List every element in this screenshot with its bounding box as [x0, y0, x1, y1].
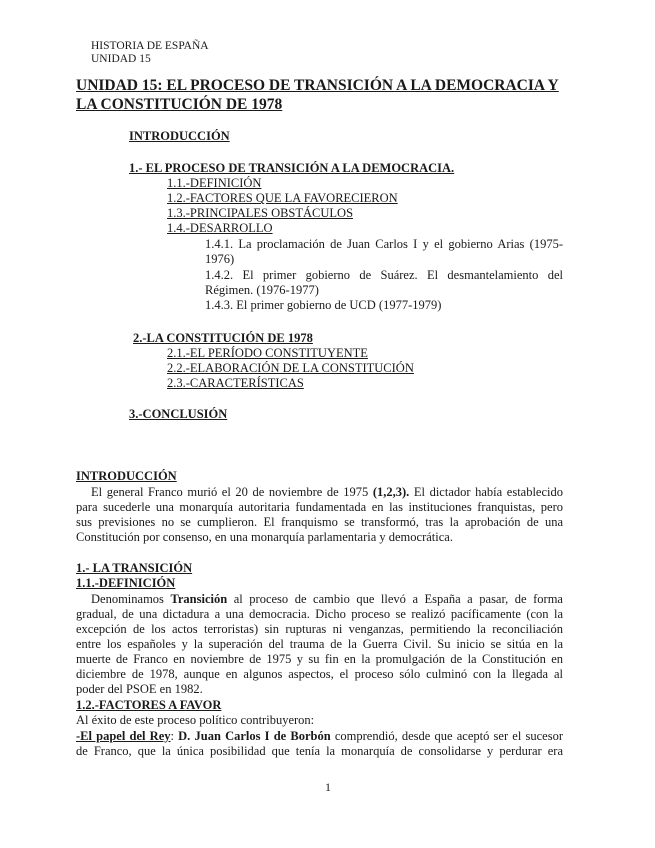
toc-section-1-1[interactable]: 1.1.-DEFINICIÓN — [167, 176, 262, 190]
definition-text: al proceso de cambio que llevó a España a pasar, de forma — [227, 592, 563, 606]
toc-section-1[interactable]: 1.- EL PROCESO DE TRANSICIÓN A LA DEMOCRACIA. — [129, 161, 455, 175]
intro-heading: INTRODUCCIÓN — [76, 469, 177, 483]
header-unit: UNIDAD 15 — [91, 53, 151, 65]
definition-paragraph-line: entre los españoles y la superación del trauma de la Guerra Civil. Su inicio se sitúa en la — [76, 637, 563, 651]
intro-paragraph-line: Constitución por consenso, en una monarquía parlamentaria y democrática. — [76, 530, 453, 544]
toc-section-3[interactable]: 3.-CONCLUSIÓN — [129, 407, 228, 421]
toc-section-2-1[interactable]: 2.1.-EL PERÍODO CONSTITUYENTE — [167, 346, 368, 360]
section-1-2-heading: 1.2.-FACTORES A FAVOR — [76, 698, 222, 712]
toc-section-1-4[interactable]: 1.4.-DESARROLLO — [167, 221, 273, 235]
toc-item-1-4-2-cont: Régimen. (1976-1977) — [205, 283, 319, 297]
factors-paragraph-line — [76, 729, 563, 744]
factor-title: -El papel del Rey — [76, 729, 171, 743]
definition-paragraph-line: diciembre de 1978, aunque en algunos aspectos, el proceso sólo culminó con la llegada al — [76, 667, 563, 681]
header-subject: HISTORIA DE ESPAÑA — [91, 40, 209, 52]
source-reference: (1,2,3). — [372, 485, 410, 499]
intro-paragraph-line — [91, 485, 563, 500]
document-title-line1: UNIDAD 15: EL PROCESO DE TRANSICIÓN A LA DEMOCRACIA Y — [76, 77, 559, 94]
factor-person: D. Juan Carlos I de Borbón — [178, 729, 331, 743]
definition-text: Denominamos — [91, 592, 171, 606]
toc-item-1-4-1-cont: 1976) — [205, 252, 235, 266]
toc-section-2[interactable]: 2.-LA CONSTITUCIÓN DE 1978 — [133, 331, 313, 345]
definition-term: Transición — [170, 592, 228, 606]
factors-paragraph-line: de Franco, que la única posibilidad que tenía la monarquía de consolidarse y perdurar era — [76, 744, 563, 758]
toc-section-2-3[interactable]: 2.3.-CARACTERÍSTICAS — [167, 376, 304, 390]
definition-paragraph-line: gradual, de una dictadura a una democracia. Dicho proceso se realizó pacíficamente (con la — [76, 607, 563, 621]
intro-paragraph-line: para sucederle una monarquía autoritaria fundamentada en las instituciones franquistas, pero — [76, 500, 563, 514]
intro-paragraph-line: sus previsiones no se cumplieron. El franquismo se transformó, tras la aprobación de una — [76, 515, 563, 529]
intro-text: El dictador había establecido — [409, 485, 563, 499]
toc-item-1-4-2: 1.4.2. El primer gobierno de Suárez. El desmantelamiento del — [205, 268, 563, 282]
section-1-heading: 1.- LA TRANSICIÓN — [76, 561, 193, 575]
toc-introduction[interactable]: INTRODUCCIÓN — [129, 129, 230, 143]
definition-paragraph-line: poder del PSOE en 1982. — [76, 682, 203, 696]
factor-text: comprendió, desde que aceptó ser el sucesor — [330, 729, 563, 743]
toc-section-1-2[interactable]: 1.2.-FACTORES QUE LA FAVORECIERON — [167, 191, 398, 205]
definition-paragraph-line — [91, 592, 563, 607]
toc-section-2-2[interactable]: 2.2.-ELABORACIÓN DE LA CONSTITUCIÓN — [167, 361, 414, 375]
page-number: 1 — [325, 780, 331, 794]
toc-item-1-4-3: 1.4.3. El primer gobierno de UCD (1977-1979) — [205, 298, 442, 312]
factors-intro-line: Al éxito de este proceso político contribuyeron: — [76, 713, 315, 727]
toc-section-1-3[interactable]: 1.3.-PRINCIPALES OBSTÁCULOS — [167, 206, 354, 220]
definition-paragraph-line: muerte de Franco en noviembre de 1975 y su fin en la promulgación de la Constitución en — [76, 652, 563, 666]
factor-text: : — [170, 729, 179, 743]
document-title-line2: LA CONSTITUCIÓN DE 1978 — [76, 96, 283, 113]
toc-item-1-4-1: 1.4.1. La proclamación de Juan Carlos I y el gobierno Arias (1975- — [205, 237, 563, 251]
intro-text: El general Franco murió el 20 de noviembre de 1975 — [91, 485, 373, 499]
section-1-1-heading: 1.1.-DEFINICIÓN — [76, 576, 176, 590]
definition-paragraph-line: excepción de los actos terroristas) sin rupturas ni venganzas, permitiendo la reconciliación — [76, 622, 563, 636]
